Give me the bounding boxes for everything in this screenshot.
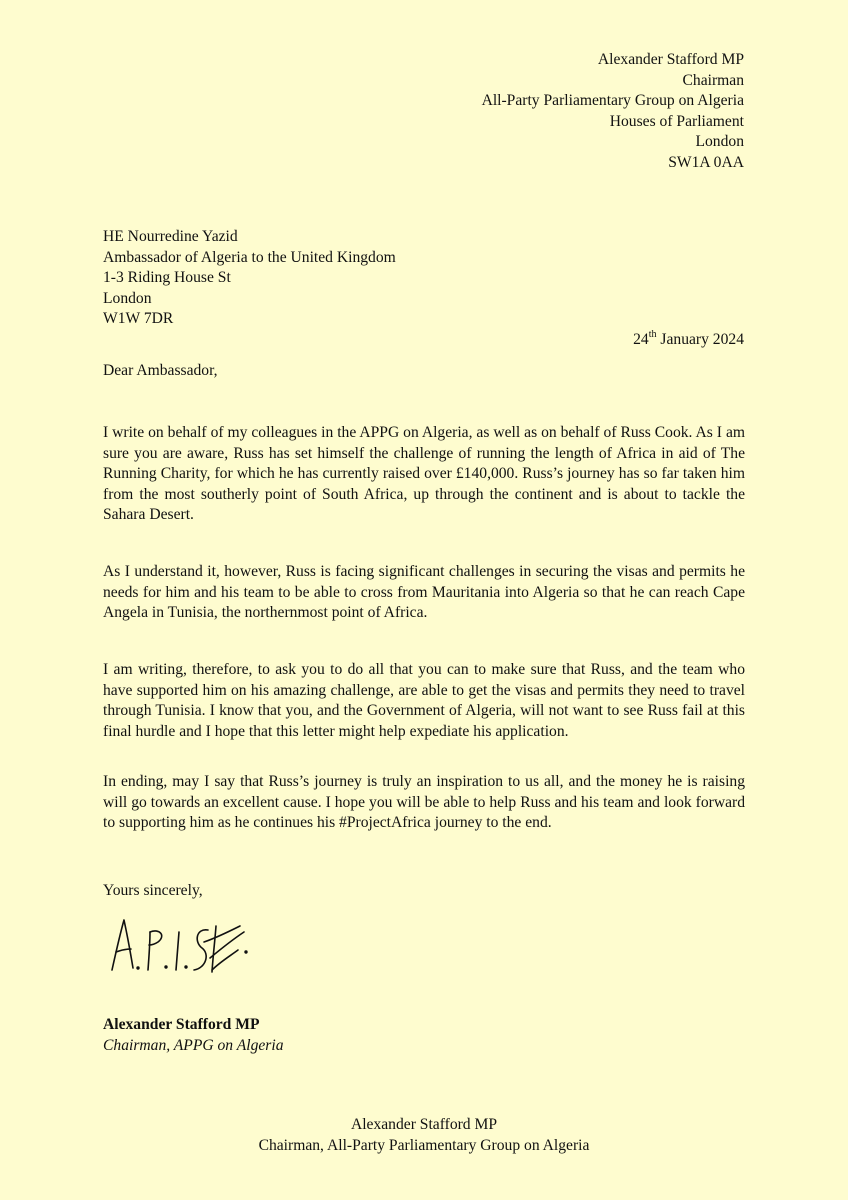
closing: Yours sincerely,	[103, 882, 203, 899]
handwritten-signature	[100, 912, 250, 1002]
recipient-title: Ambassador of Algeria to the United Kingdom	[103, 248, 396, 266]
sender-building: Houses of Parliament	[609, 112, 744, 130]
letter-date	[633, 330, 744, 351]
footer-name: Alexander Stafford MP	[350, 1116, 498, 1133]
sender-city: London	[695, 133, 744, 150]
sender-address	[482, 50, 744, 173]
sender-organisation: All-Party Parliamentary Group on Algeria	[481, 92, 744, 109]
sender-name: Alexander Stafford MP	[597, 51, 744, 68]
sender-postcode: SW1A 0AA	[668, 153, 744, 171]
sender-title: Chairman	[682, 71, 744, 89]
recipient-address	[103, 227, 396, 330]
body-paragraph-1: I write on behalf of my colleagues in the APPG on Algeria, as well as on behalf of Russ Cook. As I am sure you are aware, Russ has set himself the challenge of running the length of Africa in aid of The Running Charity, for which he has currently raised over £140,000. Russ’s journey has so far taken him from the most southerly point of South Africa, up through the continent and is about to tackle the Sahara Desert.	[103, 424, 745, 523]
salutation: Dear Ambassador,	[103, 362, 218, 379]
recipient-name: HE Nourredine Yazid	[103, 228, 238, 245]
recipient-city: London	[103, 289, 152, 307]
date-suffix: th	[648, 328, 657, 340]
recipient-postcode: W1W 7DR	[103, 310, 174, 327]
body-paragraph-2: As I understand it, however, Russ is facing significant challenges in securing the visas and permits he needs for him and his team to be able to cross from Mauritania into Algeria so that he can reach Cape Angela in Tunisia, the northernmost point of Africa.	[103, 563, 745, 621]
body-paragraph-3: I am writing, therefore, to ask you to do all that you can to make sure that Russ, and the team who have supported him on his amazing challenge, are able to get the visas and permits they need to travel through Tunisia. I know that you, and the Government of Algeria, will not want to see Russ fail at this final hurdle and I hope that this letter might help expediate his application.	[103, 661, 745, 740]
recipient-street: 1-3 Riding House St	[103, 269, 231, 286]
signatory-role: Chairman, APPG on Algeria	[103, 1036, 284, 1054]
letter-footer	[0, 1115, 848, 1156]
date-month-year: January 2024	[660, 331, 744, 348]
signatory-name: Alexander Stafford MP	[103, 1016, 260, 1033]
signatory-block	[103, 1015, 284, 1056]
body-paragraph-4: In ending, may I say that Russ’s journey is truly an inspiration to us all, and the money he is raising will go towards an excellent cause. I hope you will be able to help Russ and his team and look forward to supporting him as he continues his #ProjectAfrica journey to the end.	[103, 773, 745, 831]
footer-organisation: Chairman, All-Party Parliamentary Group on Algeria	[258, 1136, 590, 1154]
date-day: 24	[633, 331, 649, 348]
